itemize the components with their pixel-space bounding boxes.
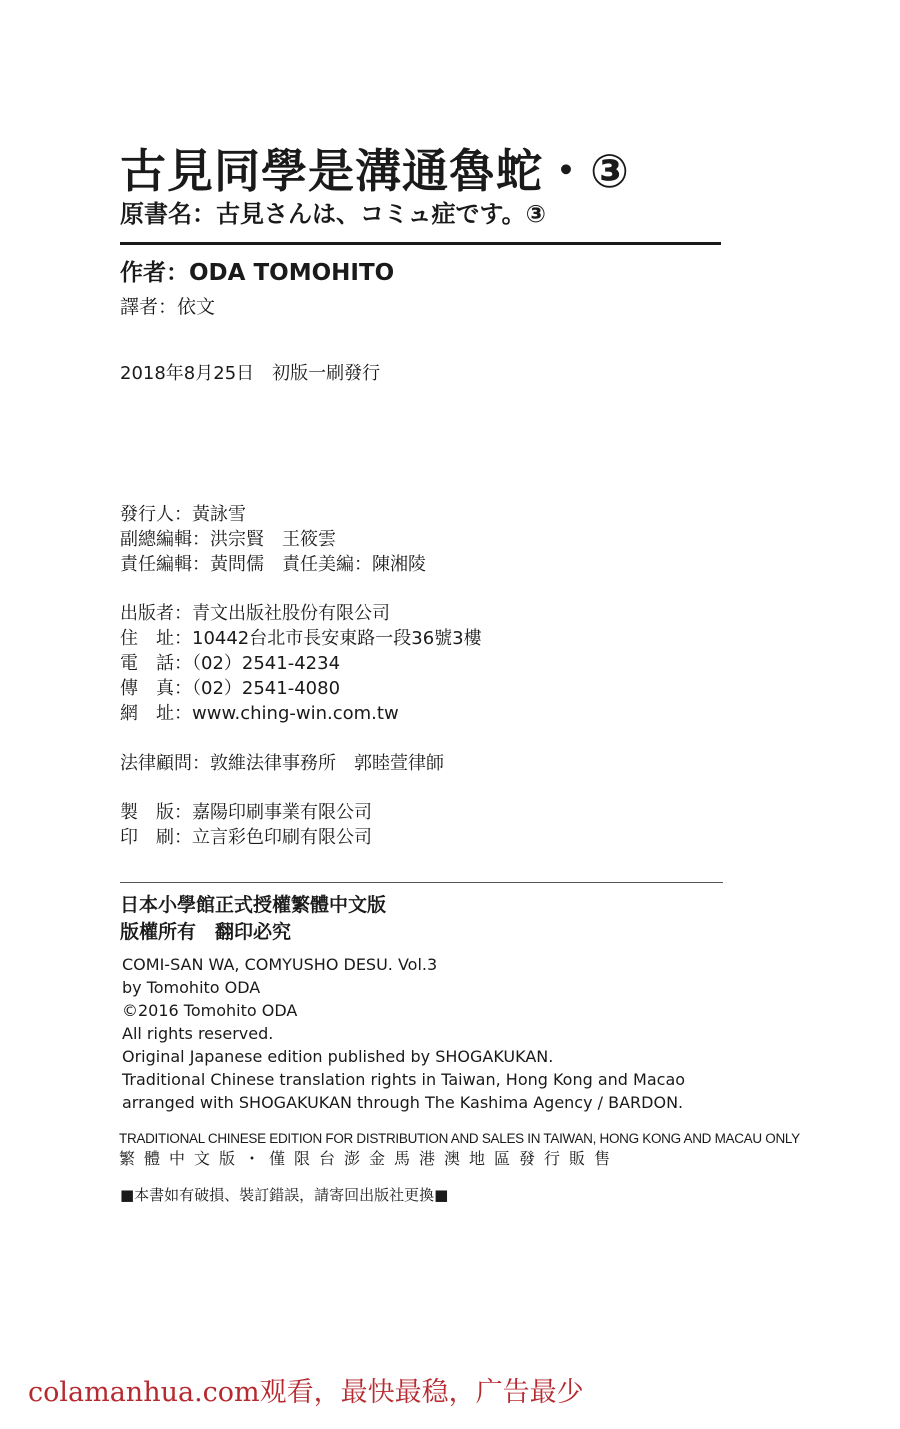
license-divider <box>120 882 723 883</box>
legal-advisor: 法律顧問：敦維法律事務所 郭睦萱律師 <box>120 753 444 774</box>
staff-deputy-editor: 副總編輯：洪宗賢 王筱雲 <box>120 529 336 550</box>
english-rights-reserved: All rights reserved. <box>122 1024 274 1043</box>
license-rights: 版權所有 翻印必究 <box>120 921 292 943</box>
english-original-edition: Original Japanese edition published by SHOGAKUKAN. <box>122 1047 554 1066</box>
publisher-address: 住 址：10442台北市長安東路一段36號3樓 <box>120 628 482 649</box>
english-series-title: COMI-SAN WA, COMYUSHO DESU. Vol.3 <box>122 955 438 974</box>
license-official: 日本小學館正式授權繁體中文版 <box>120 894 387 916</box>
english-arrangement: arranged with SHOGAKUKAN through The Kashima Agency / BARDON. <box>122 1093 684 1112</box>
distribution-notice-english: TRADITIONAL CHINESE EDITION FOR DISTRIBUTION AND SALES IN TAIWAN, HONG KONG AND MACAU ONLY <box>119 1131 800 1146</box>
author-line: 作者：ODA TOMOHITO <box>120 260 395 286</box>
title-divider <box>120 242 721 245</box>
publisher-name: 出版者：青文出版社股份有限公司 <box>120 603 390 624</box>
publisher-phone: 電 話：（02）2541-4234 <box>120 653 341 674</box>
publisher-website: 網 址：www.ching-win.com.tw <box>120 703 399 724</box>
translator-line: 譯者：依文 <box>120 296 216 318</box>
staff-editors: 責任編輯：黃問儒 責任美編：陳湘陵 <box>120 554 426 575</box>
english-author: by Tomohito ODA <box>122 978 261 997</box>
staff-publisher: 發行人：黃詠雪 <box>120 504 246 525</box>
printer: 印 刷：立言彩色印刷有限公司 <box>120 827 372 848</box>
distribution-notice-chinese: 繁體中文版・僅限台澎金馬港澳地區發行販售 <box>119 1149 620 1168</box>
edition-date: 2018年8月25日 初版一刷發行 <box>120 363 381 384</box>
english-copyright: ©2016 Tomohito ODA <box>122 1001 298 1020</box>
original-title: 原書名：古見さんは、コミュ症です。③ <box>120 200 546 228</box>
english-translation-rights: Traditional Chinese translation rights in Taiwan, Hong Kong and Macao <box>122 1070 686 1089</box>
publisher-fax: 傳 真：（02）2541-4080 <box>120 678 341 699</box>
site-watermark: colamanhua.com观看，最快最稳，广告最少 <box>28 1377 584 1408</box>
plate-maker: 製 版：嘉陽印刷事業有限公司 <box>120 802 372 823</box>
book-title: 古見同學是溝通魯蛇・③ <box>120 144 630 198</box>
defect-notice: ■本書如有破損、裝訂錯誤，請寄回出版社更換■ <box>120 1186 449 1204</box>
